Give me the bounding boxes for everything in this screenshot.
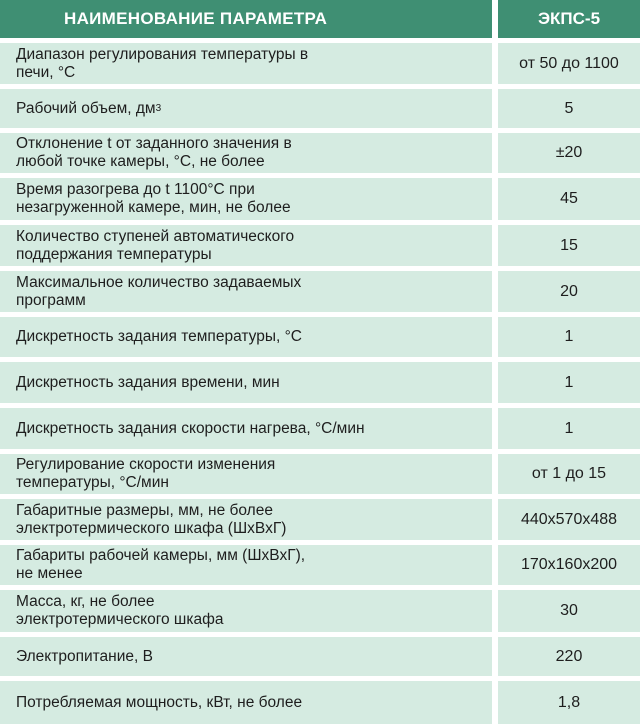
row-value: 220 xyxy=(498,637,640,676)
row-value: 1,8 xyxy=(498,681,640,724)
table-header xyxy=(0,0,640,38)
row-value: 1 xyxy=(498,408,640,449)
row-param: Время разогрева до t 1100°С при незагруженной камере, мин, не более xyxy=(0,178,492,220)
table-row xyxy=(0,454,640,494)
row-param: Дискретность задания скорости нагрева, °С/мин xyxy=(0,408,492,449)
row-value: от 1 до 15 xyxy=(498,454,640,494)
row-value: 45 xyxy=(498,178,640,220)
row-param: Регулирование скорости изменения температуры, °С/мин xyxy=(0,454,492,494)
row-param: Габариты рабочей камеры, мм (ШхВхГ), не менее xyxy=(0,545,492,585)
row-value: 440x570x488 xyxy=(498,499,640,540)
row-param: Потребляемая мощность, кВт, не более xyxy=(0,681,492,724)
table-row xyxy=(0,317,640,357)
row-value: ±20 xyxy=(498,133,640,173)
row-param: Диапазон регулирования температуры в печи, °С xyxy=(0,43,492,84)
row-value: 1 xyxy=(498,362,640,403)
table-row xyxy=(0,637,640,676)
table-row xyxy=(0,590,640,632)
row-param-sup: 3 xyxy=(155,102,162,114)
table-row xyxy=(0,545,640,585)
row-param: Количество ступеней автоматического поддержания температуры xyxy=(0,225,492,266)
table-row xyxy=(0,362,640,403)
table-row xyxy=(0,178,640,220)
table-row xyxy=(0,499,640,540)
header-value-label: ЭКПС-5 xyxy=(498,0,640,38)
row-value: 5 xyxy=(498,89,640,128)
row-param-text: Рабочий объем, дм xyxy=(16,99,156,117)
row-param: Электропитание, В xyxy=(0,637,492,676)
row-value: 30 xyxy=(498,590,640,632)
table-row xyxy=(0,681,640,724)
header-param-label: НАИМЕНОВАНИЕ ПАРАМЕТРА xyxy=(0,0,492,38)
row-param: Масса, кг, не более электротермического шкафа xyxy=(0,590,492,632)
row-value: 170x160x200 xyxy=(498,545,640,585)
table-row xyxy=(0,271,640,312)
table-row xyxy=(0,133,640,173)
row-value: 20 xyxy=(498,271,640,312)
row-param: Дискретность задания температуры, °С xyxy=(0,317,492,357)
row-param: Дискретность задания времени, мин xyxy=(0,362,492,403)
table-row xyxy=(0,408,640,449)
table-row xyxy=(0,43,640,84)
row-param: Габаритные размеры, мм, не более электротермического шкафа (ШхВхГ) xyxy=(0,499,492,540)
table-row xyxy=(0,89,640,128)
row-value: 15 xyxy=(498,225,640,266)
row-param: Максимальное количество задаваемых программ xyxy=(0,271,492,312)
row-param xyxy=(0,89,492,128)
row-value: от 50 до 1100 xyxy=(498,43,640,84)
table-body xyxy=(0,38,640,724)
table-row xyxy=(0,225,640,266)
row-param: Отклонение t от заданного значения в любой точке камеры, °С, не более xyxy=(0,133,492,173)
row-value: 1 xyxy=(498,317,640,357)
